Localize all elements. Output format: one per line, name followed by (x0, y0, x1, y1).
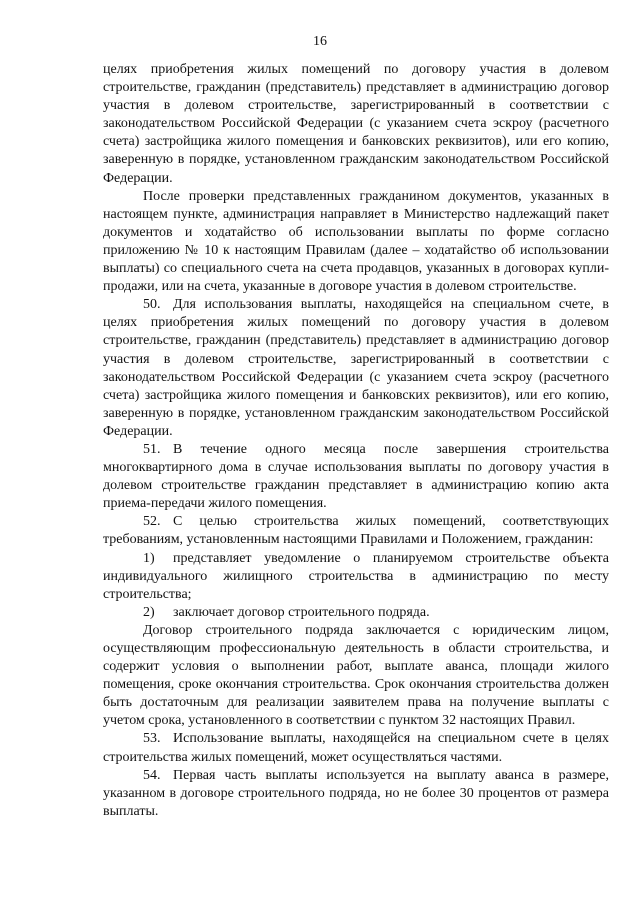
clause-text: С целью строительства жилых помещений, соответствующих требованиям, установленным настоящими Правилами и Положением, гражданин: (103, 514, 609, 548)
clause-text: В течение одного месяца после завершения строительства многоквартирного дома в случае использования выплаты по договору участия в долевом строительстве гражданин представляет в администрацию копию акта приема-передачи жилого помещения. (103, 441, 609, 512)
paragraph: После проверки представленных гражданином документов, указанных в настоящем пункте, администрация направляет в Министерство надлежащий пакет документов и ходатайство об использовании выплаты по форме согласно приложению № 10 к настоящим Правилам (далее – ходатайство об использовании выплаты) со специального счета на счета продавцов, указанных в договорах купли-продажи, или на счета, указанные в договоре участия в долевом строительстве. (103, 188, 609, 295)
clause-52 (103, 513, 609, 549)
clause-number: 53. (143, 731, 161, 747)
contract-paragraph: Договор строительного подряда заключается с юридическим лицом, осуществляющим профессиональную деятельность в области строительства, и содержит условия о выполнении работ, выплате аванса, площади жилого помещения, сроке окончания строительства. Срок окончания строительства должен быть достаточным для реализации заявителем права на получение выплаты с учетом срока, установленного в соответствии с пунктом 32 настоящих Правил. (103, 622, 609, 729)
subclause-number: 1) (143, 550, 155, 566)
clause-50 (103, 296, 609, 441)
subclause-2 (103, 604, 609, 622)
clause-53 (103, 730, 609, 766)
clause-text: Первая часть выплаты используется на выплату аванса в размере, указанном в договоре строительного подряда, но не более 30 процентов от размера выплаты. (103, 767, 609, 819)
clause-text: Использование выплаты, находящейся на специальном счете в целях строительства жилых помещений, может осуществляться частями. (103, 731, 609, 765)
clause-number: 52. (143, 514, 161, 530)
subclause-number: 2) (143, 604, 155, 620)
paragraph-continuation: целях приобретения жилых помещений по договору участия в долевом строительстве, гражданин (представитель) представляет в администрацию договор участия в долевом строительстве, зарегистрированный в соответствии с законодательством Российской Федерации (с указанием счета эскроу (расчетного счета) застройщика жилого помещения и банковских реквизитов), или его копию, заверенную в порядке, установленном гражданским законодательством Российской Федерации. (103, 62, 609, 186)
clause-number: 50. (143, 297, 161, 313)
clause-number: 54. (143, 767, 161, 783)
subclause-1 (103, 550, 609, 604)
clause-text: Для использования выплаты, находящейся на специальном счете, в целях приобретения жилых помещений по договору участия в долевом строительстве, гражданин (представитель) представляет в администрацию договор участия в долевом строительстве, зарегистрированный в соответствии с законодательством Российской Федерации (с указанием счета эскроу (расчетного счета) застройщика жилого помещения и банковских реквизитов), или его копию, заверенную в порядке, установленном гражданским законодательством Российской Федерации. (103, 297, 609, 439)
subclause-text: представляет уведомление о планируемом строительстве объекта индивидуального жилищного строительства в администрацию по месту строительства; (103, 550, 609, 602)
clause-number: 51. (143, 441, 161, 457)
clause-54 (103, 767, 609, 821)
document-body (103, 61, 609, 821)
page-number: 16 (313, 34, 327, 49)
subclause-text: заключает договор строительного подряда. (173, 604, 430, 620)
clause-51 (103, 441, 609, 513)
